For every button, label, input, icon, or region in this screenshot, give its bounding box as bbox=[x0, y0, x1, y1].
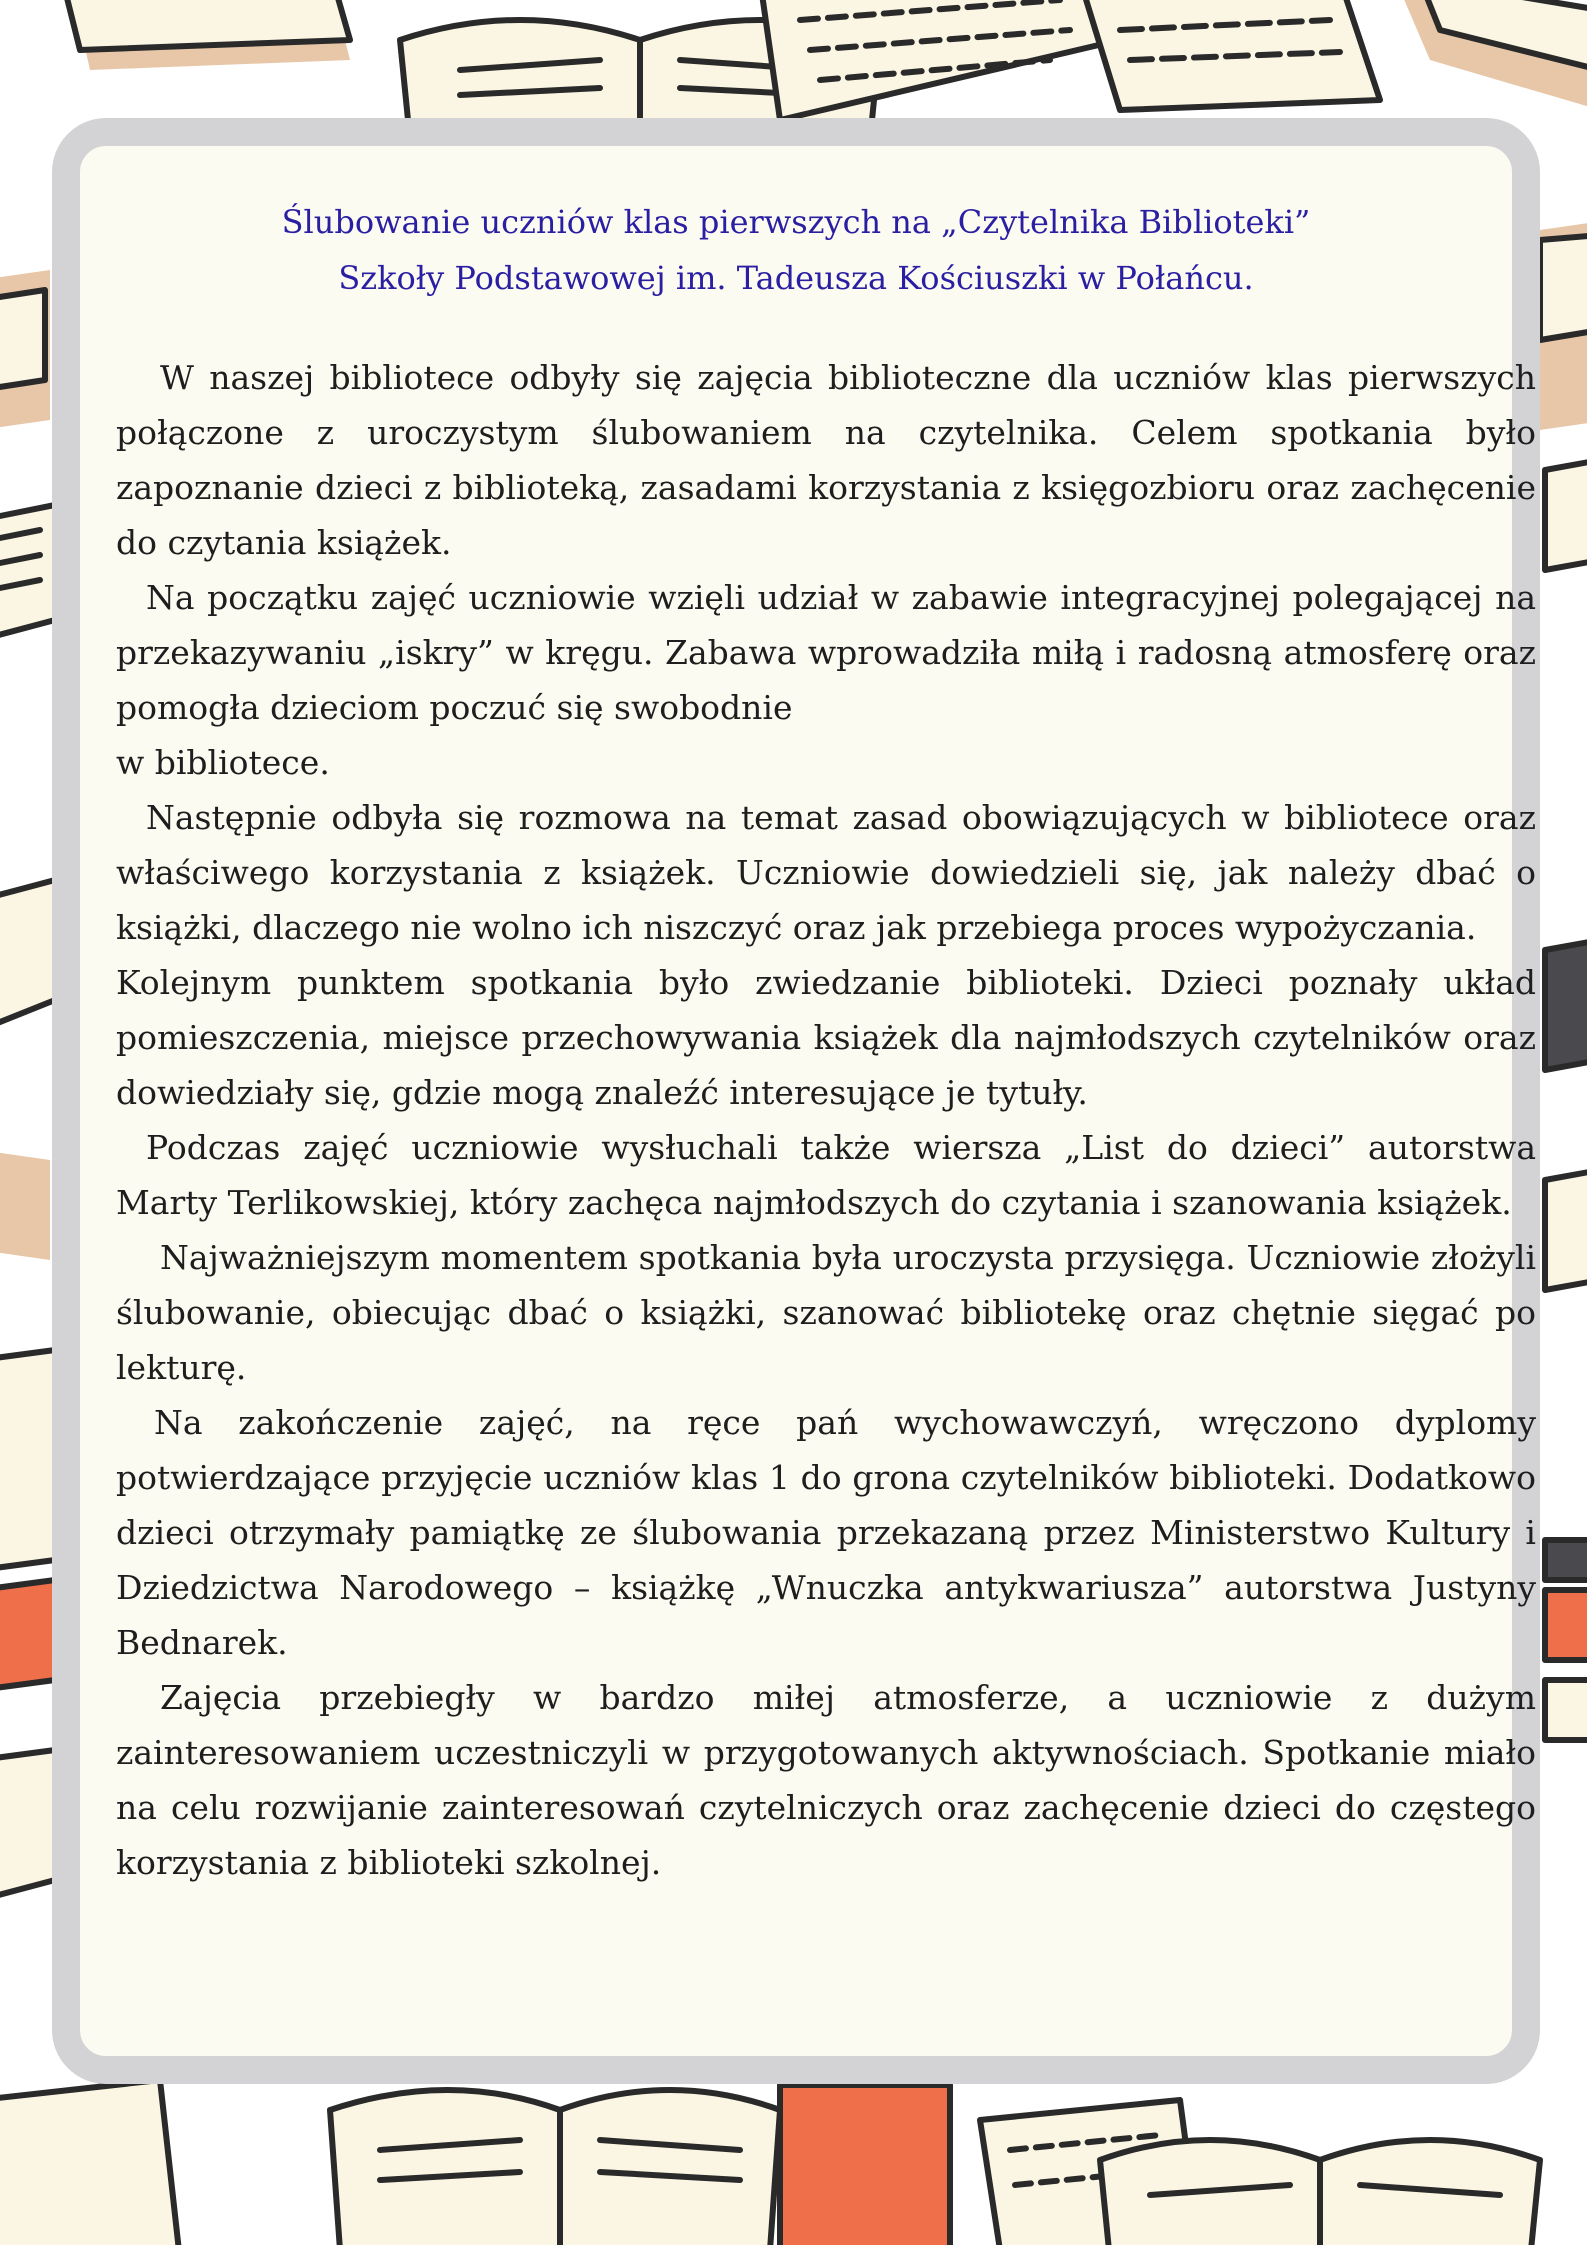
text-panel bbox=[52, 118, 1540, 2084]
paragraph: Następnie odbyła się rozmowa na temat zasad obowiązujących w bibliotece oraz właściwego korzystania z książek. Uczniowie dowiedzieli się, jak należy dbać o książki, dlaczego nie wolno ich niszczyć oraz jak przebiega proces wypożyczania. bbox=[116, 798, 1536, 947]
paragraph: Na zakończenie zajęć, na ręce pań wychowawczyń, wręczono dyplomy potwierdzające przyjęcie uczniów klas 1 do grona czytelników biblioteki. Dodatkowo dzieci otrzymały pamiątkę ze ślubowania przekazaną przez Ministerstwo Kultury i Dziedzictwa Narodowego – książkę „Wnuczka antykwariusza” autorstwa Justyny Bednarek. bbox=[116, 1403, 1536, 1662]
paragraph: Najważniejszym momentem spotkania była uroczysta przysięga. Uczniowie złożyli ślubowanie, obiecując dbać o książki, szanować bibliotekę oraz chętnie sięgać po lekturę. bbox=[116, 1238, 1536, 1387]
article-body bbox=[116, 350, 1536, 1890]
document-title bbox=[108, 194, 1484, 306]
paragraph: W naszej bibliotece odbyły się zajęcia biblioteczne dla uczniów klas pierwszych połączone z uroczystym ślubowaniem na czytelnika. Celem spotkania było zapoznanie dzieci z biblioteką, zasadami korzystania z księgozbioru oraz zachęcenie do czytania książek. bbox=[116, 358, 1536, 562]
paragraph: Zajęcia przebiegły w bardzo miłej atmosferze, a uczniowie z dużym zainteresowaniem uczestniczyli w przygotowanych aktywnościach. Spotkanie miało na celu rozwijanie zainteresowań czytelniczych oraz zachęcenie dzieci do częstego korzystania z biblioteki szkolnej. bbox=[116, 1678, 1536, 1882]
paragraph: Podczas zajęć uczniowie wysłuchali także wiersza „List do dzieci” autorstwa Marty Terlikowskiej, który zachęca najmłodszych do czytania i szanowania książek. bbox=[116, 1128, 1536, 1222]
paragraph: Na początku zajęć uczniowie wzięli udział w zabawie integracyjnej polegającej na przekazywaniu „iskry” w kręgu. Zabawa wprowadziła miłą i radosną atmosferę oraz pomogła dzieciom poczuć się swobodnie bbox=[116, 578, 1536, 727]
paragraph: Kolejnym punktem spotkania było zwiedzanie biblioteki. Dzieci poznały układ pomieszczenia, miejsce przechowywania książek dla najmłodszych czytelników oraz dowiedziały się, gdzie mogą znaleźć interesujące je tytuły. bbox=[116, 963, 1536, 1112]
title-line-1: Ślubowanie uczniów klas pierwszych na „Czytelnika Biblioteki” bbox=[281, 203, 1311, 241]
paragraph: w bibliotece. bbox=[116, 743, 330, 782]
title-line-2: Szkoły Podstawowej im. Tadeusza Kościuszki w Połańcu. bbox=[338, 259, 1254, 297]
